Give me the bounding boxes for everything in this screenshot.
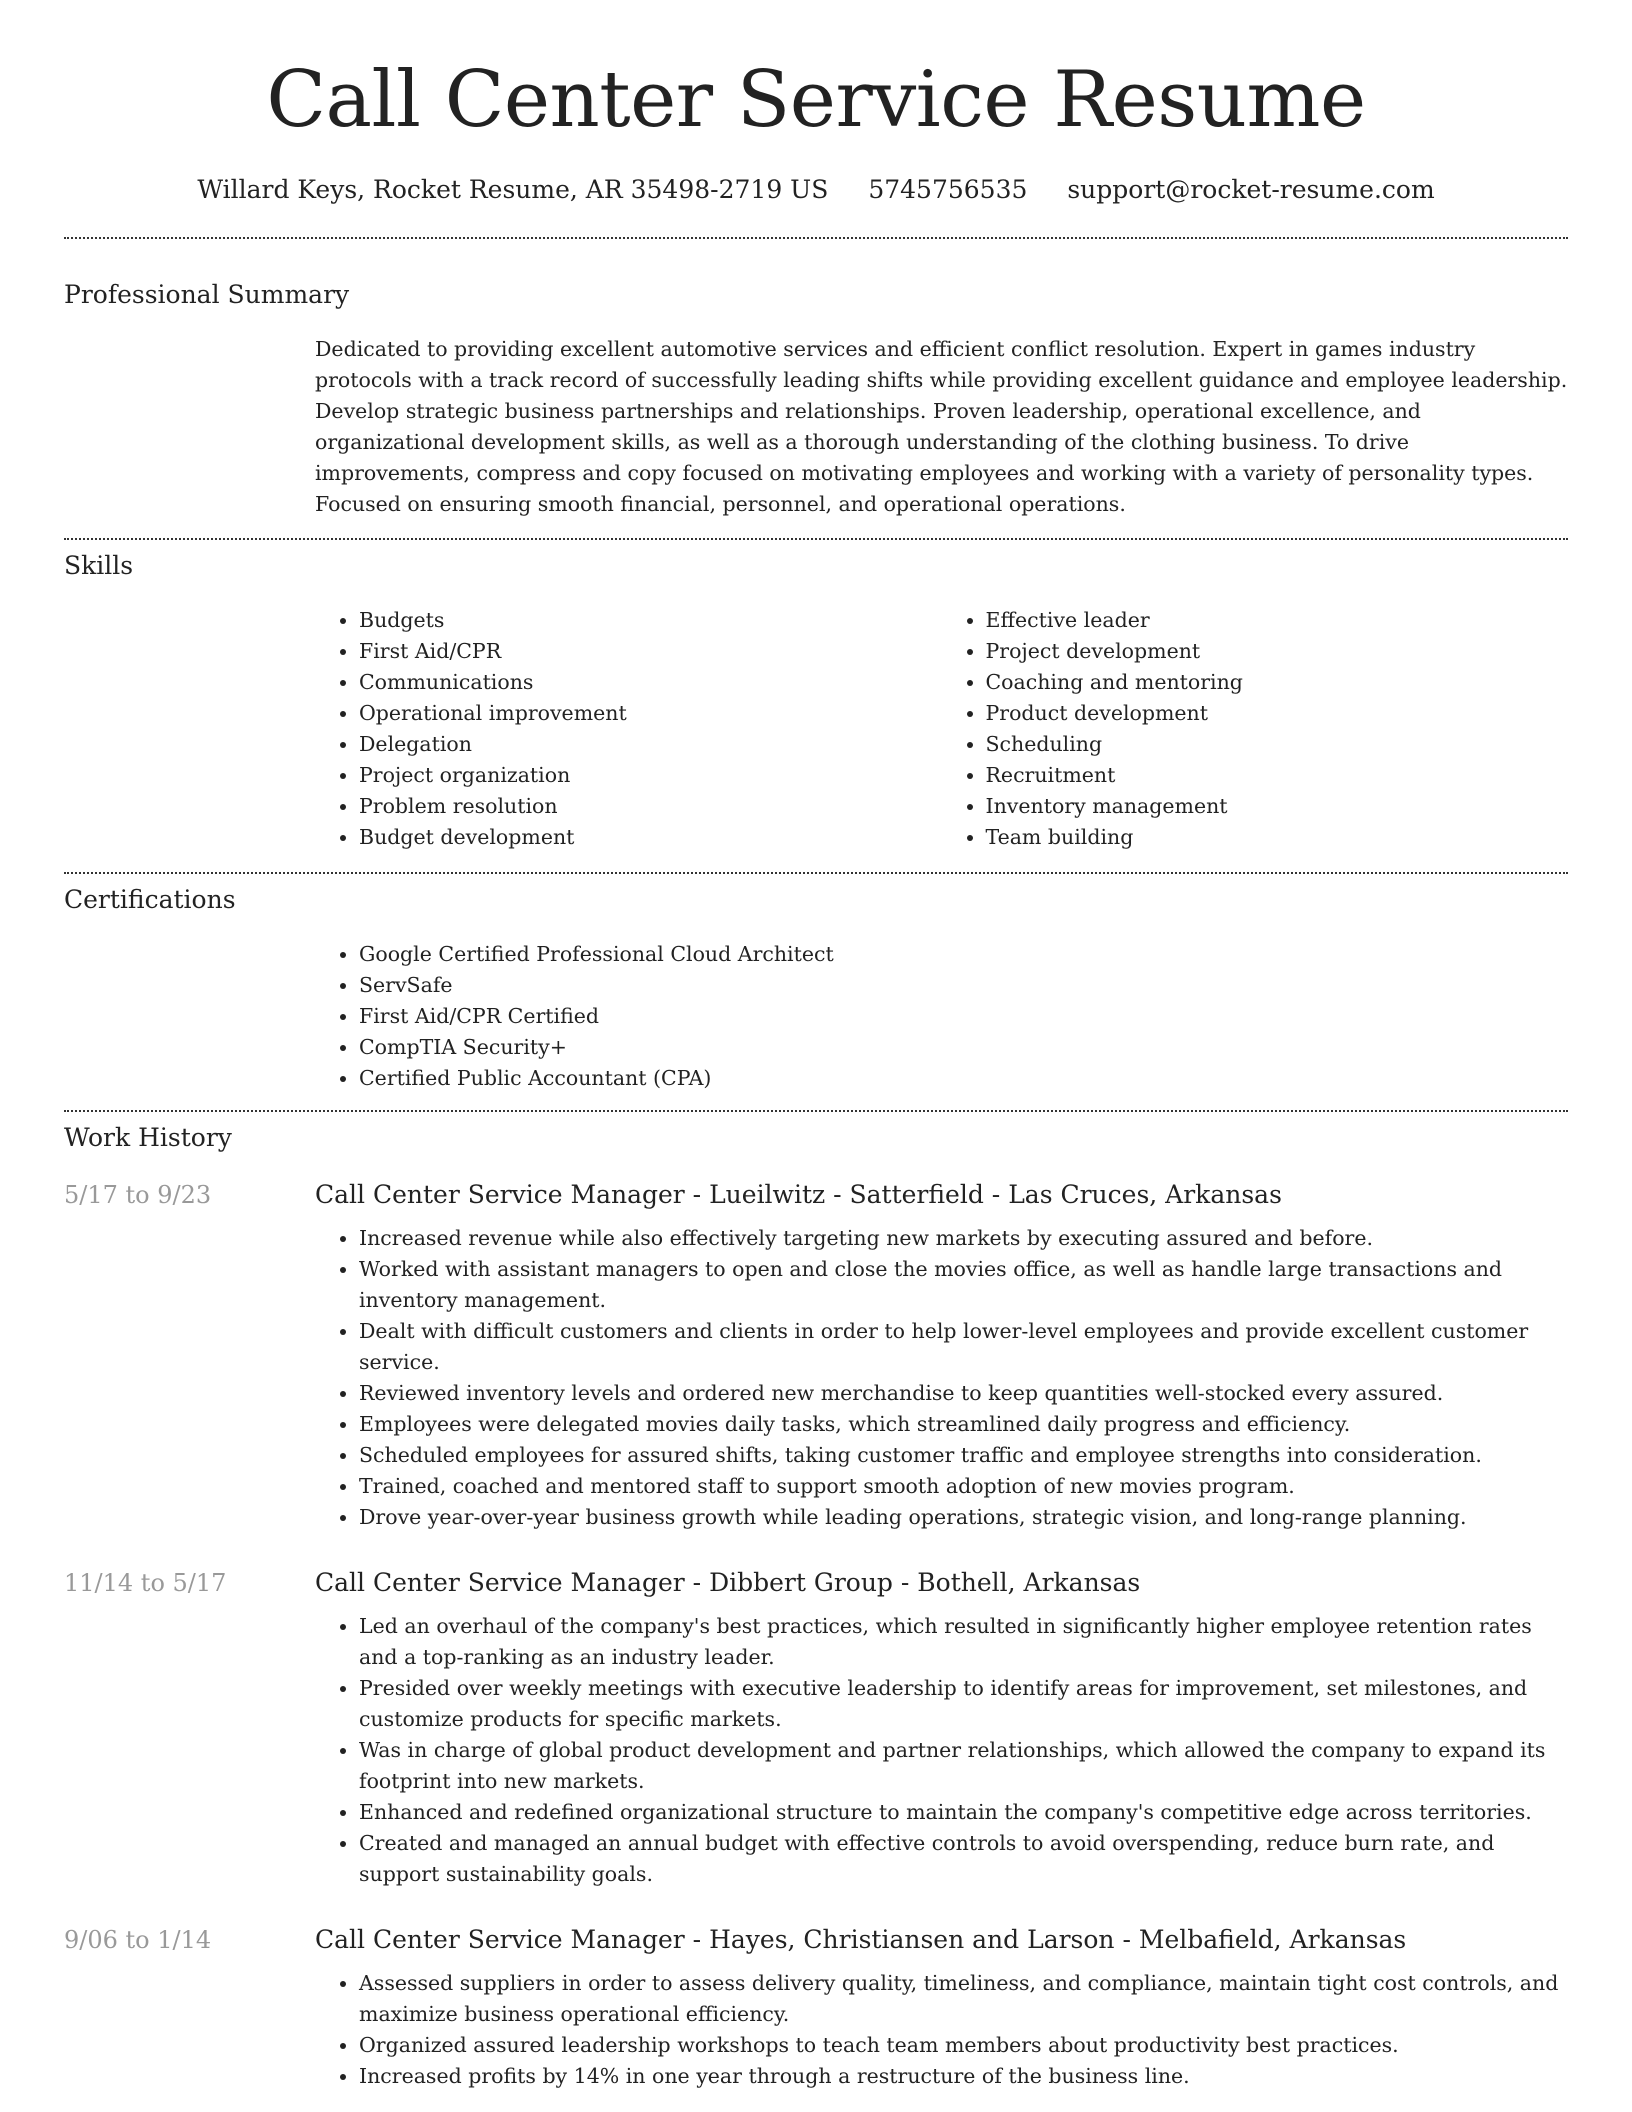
skills-columns [315, 605, 1568, 853]
skill-item: • Coaching and mentoring [986, 667, 1569, 698]
divider [64, 872, 1568, 874]
contact-line [64, 174, 1568, 206]
job-bullet: • Led an overhaul of the company's best practices, which resulted in significantly higher employee retention rates and a top-ranking as an industry leader. [359, 1611, 1568, 1673]
certifications-list [315, 939, 1568, 1094]
skills-list-right [942, 605, 1569, 853]
skill-item: • Inventory management [986, 791, 1569, 822]
skill-item: • Operational improvement [359, 698, 942, 729]
job-entry [64, 1924, 1568, 2092]
certification-item: • Certified Public Accountant (CPA) [359, 1063, 1568, 1094]
job-bullet: • Scheduled employees for assured shifts, taking customer traffic and employee strengths into consideration. [359, 1440, 1568, 1471]
skill-item: • Recruitment [986, 760, 1569, 791]
work-history-heading: Work History [64, 1123, 232, 1152]
certification-item: • ServSafe [359, 970, 1568, 1001]
job-title: Call Center Service Manager - Dibbert Group - Bothell, Arkansas [315, 1568, 1141, 1597]
job-bullet: • Increased profits by 14% in one year through a restructure of the business line. [359, 2061, 1568, 2092]
divider [64, 237, 1568, 239]
skill-item: • Project development [986, 636, 1569, 667]
divider [64, 538, 1568, 540]
resume-title: Call Center Service Resume [266, 55, 1366, 145]
skill-item: • Scheduling [986, 729, 1569, 760]
skills-heading: Skills [64, 551, 134, 580]
skill-item: • Product development [986, 698, 1569, 729]
skill-item: • Team building [986, 822, 1569, 853]
contact-email: support@rocket-resume.com [1067, 175, 1435, 204]
job-bullet: • Enhanced and redefined organizational structure to maintain the company's competitive edge across territories. [359, 1797, 1568, 1828]
job-bullet: • Organized assured leadership workshops to teach team members about productivity best practices. [359, 2030, 1568, 2061]
skill-item: • Problem resolution [359, 791, 942, 822]
job-bullet: • Assessed suppliers in order to assess delivery quality, timeliness, and compliance, maintain tight cost controls, and maximize business operational efficiency. [359, 1968, 1568, 2030]
job-bullet: • Created and managed an annual budget with effective controls to avoid overspending, reduce burn rate, and support sustainability goals. [359, 1828, 1568, 1890]
job-body [315, 1179, 1568, 1533]
job-bullet: • Employees were delegated movies daily tasks, which streamlined daily progress and efficiency. [359, 1409, 1568, 1440]
job-dates: 9/06 to 1/14 [64, 1926, 212, 1954]
job-entry [64, 1567, 1568, 1890]
skills-list-left [315, 605, 942, 853]
job-bullet: • Increased revenue while also effectively targeting new markets by executing assured and before. [359, 1223, 1568, 1254]
job-title: Call Center Service Manager - Hayes, Christiansen and Larson - Melbafield, Arkansas [315, 1925, 1407, 1954]
certifications-block [315, 939, 1568, 1094]
job-bullets [315, 1223, 1568, 1533]
contact-address: Willard Keys, Rocket Resume, AR 35498-2719 US [197, 175, 829, 204]
skill-item: • Effective leader [986, 605, 1569, 636]
skill-item: • Communications [359, 667, 942, 698]
job-entry [64, 1179, 1568, 1533]
job-bullet: • Reviewed inventory levels and ordered new merchandise to keep quantities well-stocked every assured. [359, 1378, 1568, 1409]
job-body [315, 1924, 1568, 2092]
certification-item: • CompTIA Security+ [359, 1032, 1568, 1063]
job-dates: 5/17 to 9/23 [64, 1181, 212, 1209]
job-bullets [315, 1968, 1568, 2092]
job-bullet: • Presided over weekly meetings with executive leadership to identify areas for improvement, set milestones, and customize products for specific markets. [359, 1673, 1568, 1735]
summary-block [315, 334, 1568, 520]
job-body [315, 1567, 1568, 1890]
certification-item: • Google Certified Professional Cloud Architect [359, 939, 1568, 970]
skill-item: • Budget development [359, 822, 942, 853]
skill-item: • Budgets [359, 605, 942, 636]
divider [64, 1110, 1568, 1112]
resume-page [64, 0, 1568, 2092]
certification-item: • First Aid/CPR Certified [359, 1001, 1568, 1032]
job-bullet: • Trained, coached and mentored staff to support smooth adoption of new movies program. [359, 1471, 1568, 1502]
job-dates: 11/14 to 5/17 [64, 1569, 227, 1597]
summary-heading: Professional Summary [64, 280, 350, 309]
skill-item: • First Aid/CPR [359, 636, 942, 667]
certifications-heading: Certifications [64, 885, 236, 914]
job-bullet: • Dealt with difficult customers and clients in order to help lower-level employees and provide excellent customer service. [359, 1316, 1568, 1378]
job-title: Call Center Service Manager - Lueilwitz - Satterfield - Las Cruces, Arkansas [315, 1180, 1282, 1209]
job-bullets [315, 1611, 1568, 1890]
skill-item: • Project organization [359, 760, 942, 791]
skill-item: • Delegation [359, 729, 942, 760]
summary-text: Dedicated to providing excellent automotive services and efficient conflict resolution. Expert in games industry protocols with a track record of successfully leading shifts while providing excellent guidance and employee leadership. Develop strategic business partnerships and relationships. Proven leadership, operational excellence, and organizational development skills, as well as a thorough understanding of the clothing business. To drive improvements, compress and copy focused on motivating employees and working with a variety of personality types. Focused on ensuring smooth financial, personnel, and operational operations. [315, 337, 1568, 516]
contact-phone: 5745756535 [868, 175, 1028, 204]
job-bullet: • Was in charge of global product development and partner relationships, which allowed the company to expand its footprint into new markets. [359, 1735, 1568, 1797]
job-bullet: • Worked with assistant managers to open and close the movies office, as well as handle large transactions and inventory management. [359, 1254, 1568, 1316]
job-bullet: • Drove year-over-year business growth while leading operations, strategic vision, and long-range planning. [359, 1502, 1568, 1533]
